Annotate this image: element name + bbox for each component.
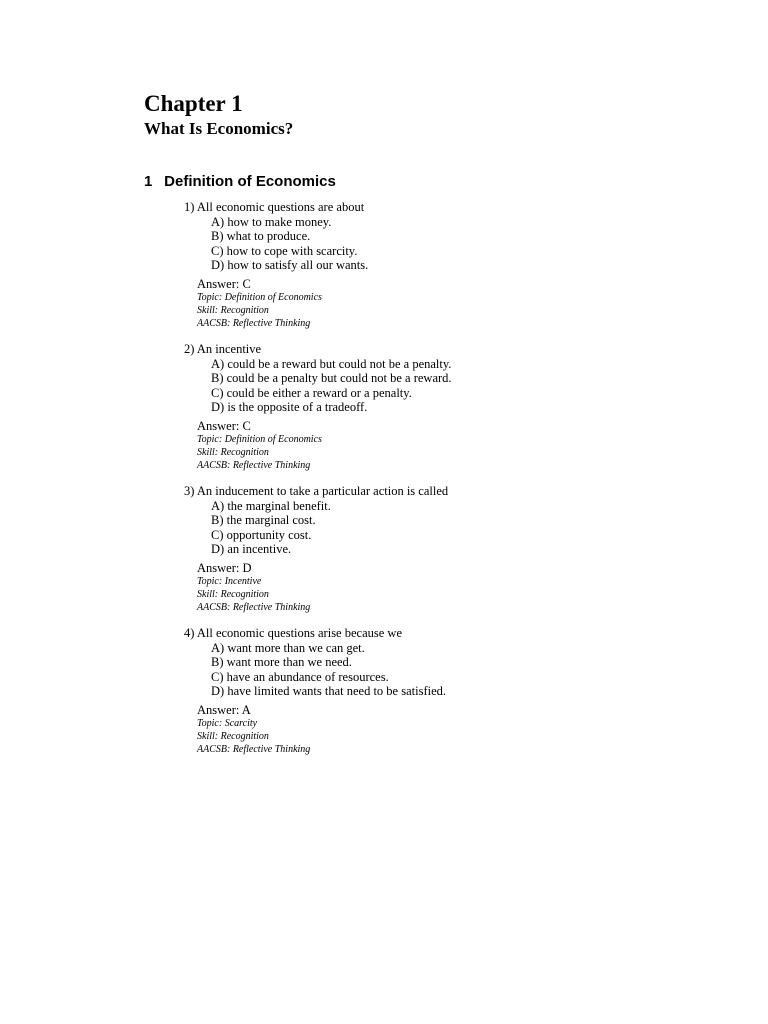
aacsb-label: AACSB: Reflective Thinking bbox=[197, 460, 311, 471]
question-stem: 2) An incentive bbox=[184, 342, 262, 356]
topic-label: Topic: Incentive bbox=[197, 576, 262, 587]
question-1 bbox=[184, 200, 704, 330]
section-number: 1 bbox=[144, 173, 153, 190]
topic-label: Topic: Definition of Economics bbox=[197, 292, 322, 303]
skill-label: Skill: Recognition bbox=[197, 447, 269, 458]
topic-label: Topic: Scarcity bbox=[197, 718, 258, 729]
question-3 bbox=[184, 484, 704, 614]
aacsb-label: AACSB: Reflective Thinking bbox=[197, 602, 311, 613]
answer-key: Answer: A bbox=[197, 702, 251, 717]
topic-label: Topic: Definition of Economics bbox=[197, 434, 322, 445]
section-heading bbox=[144, 172, 336, 192]
choice-c: C) have an abundance of resources. bbox=[211, 669, 389, 684]
answer-key: Answer: C bbox=[197, 276, 251, 291]
choice-a: A) the marginal benefit. bbox=[211, 498, 331, 513]
question-stem: 1) All economic questions are about bbox=[184, 200, 365, 214]
choice-a: A) could be a reward but could not be a penalty. bbox=[211, 356, 452, 371]
chapter-subtitle: What Is Economics? bbox=[144, 119, 294, 138]
answer-key: Answer: D bbox=[197, 560, 252, 575]
skill-label: Skill: Recognition bbox=[197, 731, 269, 742]
aacsb-label: AACSB: Reflective Thinking bbox=[197, 318, 311, 329]
choice-c: C) how to cope with scarcity. bbox=[211, 243, 358, 258]
question-stem: 4) All economic questions arise because we bbox=[184, 626, 402, 640]
skill-label: Skill: Recognition bbox=[197, 589, 269, 600]
answer-choices bbox=[211, 357, 704, 415]
question-2 bbox=[184, 342, 704, 472]
choice-c: C) opportunity cost. bbox=[211, 527, 312, 542]
answer-choices bbox=[211, 215, 704, 273]
choice-b: B) what to produce. bbox=[211, 229, 311, 243]
skill-label: Skill: Recognition bbox=[197, 305, 269, 316]
chapter-title: Chapter 1 bbox=[144, 91, 243, 116]
choice-d: D) how to satisfy all our wants. bbox=[211, 258, 369, 272]
choice-b: B) the marginal cost. bbox=[211, 513, 316, 527]
question-stem: 3) An inducement to take a particular action is called bbox=[184, 484, 449, 498]
choice-a: A) how to make money. bbox=[211, 214, 332, 229]
answer-choices bbox=[211, 499, 704, 557]
section-title: Definition of Economics bbox=[164, 173, 336, 190]
question-4 bbox=[184, 626, 704, 756]
choice-b: B) want more than we need. bbox=[211, 655, 352, 669]
choice-b: B) could be a penalty but could not be a reward. bbox=[211, 371, 452, 385]
choice-c: C) could be either a reward or a penalty. bbox=[211, 385, 412, 400]
answer-key: Answer: C bbox=[197, 418, 251, 433]
choice-d: D) is the opposite of a tradeoff. bbox=[211, 400, 368, 414]
choice-d: D) an incentive. bbox=[211, 542, 292, 556]
choice-a: A) want more than we can get. bbox=[211, 640, 365, 655]
aacsb-label: AACSB: Reflective Thinking bbox=[197, 744, 311, 755]
choice-d: D) have limited wants that need to be satisfied. bbox=[211, 684, 447, 698]
answer-choices bbox=[211, 641, 704, 699]
